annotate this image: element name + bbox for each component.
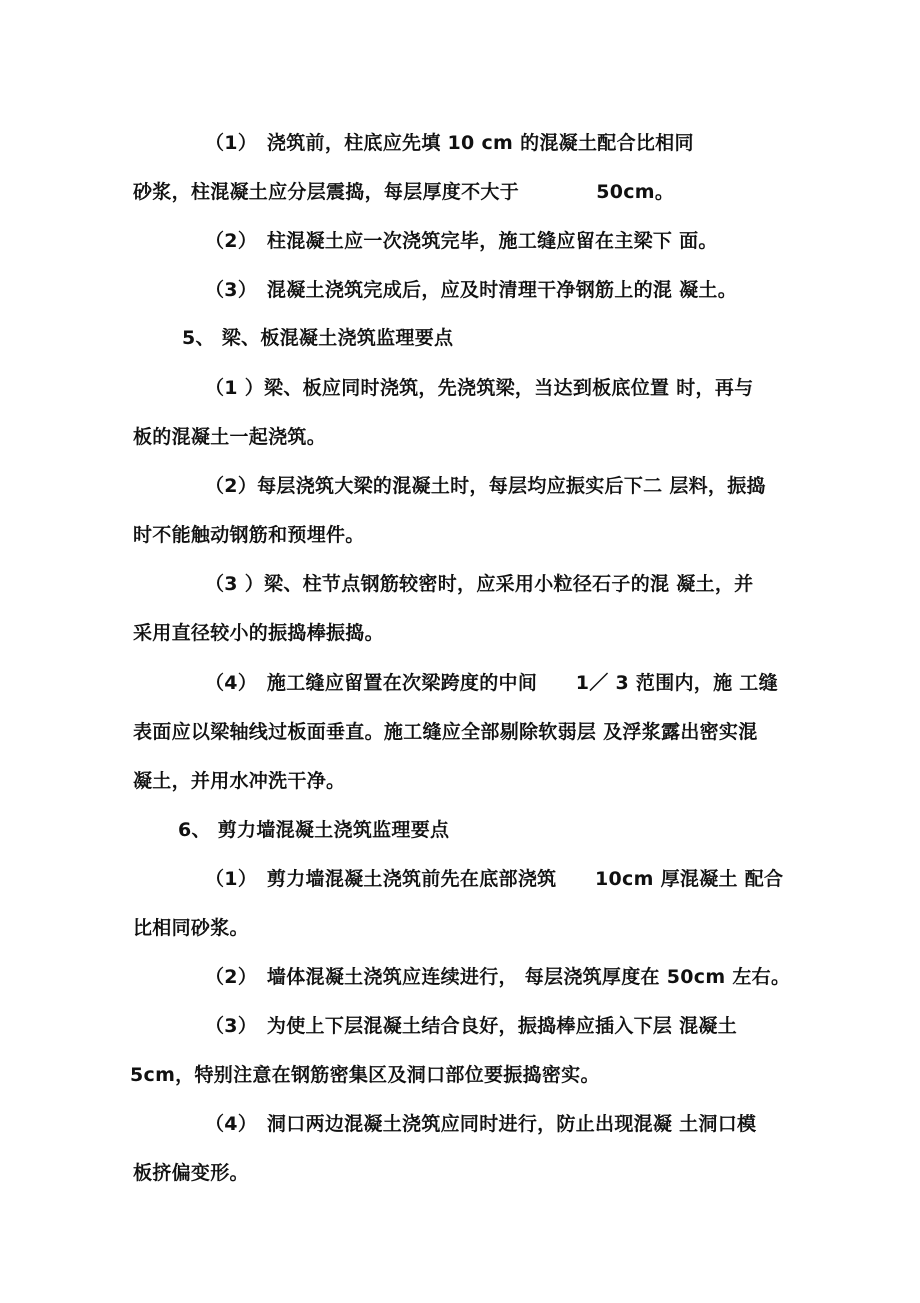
- paragraph-6-3-line-1: （3） 为使上下层混凝土结合良好，振捣棒应插入下层 混凝土: [205, 1015, 738, 1037]
- paragraph-5-4-line-1: （4） 施工缝应留置在次梁跨度的中间 1／ 3 范围内，施 工缝: [205, 672, 778, 694]
- paragraph-6-4-line-1: （4） 洞口两边混凝土浇筑应同时进行，防止出现混凝 土洞口模: [205, 1113, 757, 1135]
- paragraph-5-2-line-1: （2）每层浇筑大梁的混凝土时，每层均应振实后下二 层料，振捣: [205, 475, 766, 497]
- paragraph-4-2: （2） 柱混凝土应一次浇筑完毕，施工缝应留在主梁下 面。: [205, 230, 718, 252]
- paragraph-5-1-line-2: 板的混凝土一起浇筑。: [133, 426, 327, 448]
- paragraph-4-1-line-2: 砂浆，柱混凝土应分层震捣，每层厚度不大于 50cm。: [133, 181, 675, 203]
- section-heading-6: 6、 剪力墙混凝土浇筑监理要点: [178, 819, 450, 841]
- paragraph-5-4-line-3: 凝土，并用水冲洗干净。: [133, 770, 346, 792]
- paragraph-6-4-line-2: 板挤偏变形。: [133, 1162, 249, 1184]
- section-heading-5: 5、 梁、板混凝土浇筑监理要点: [182, 327, 454, 349]
- paragraph-6-3-line-2: 5cm，特别注意在钢筋密集区及洞口部位要振捣密实。: [130, 1064, 600, 1086]
- paragraph-6-1-line-1: （1） 剪力墙混凝土浇筑前先在底部浇筑 10cm 厚混凝土 配合: [205, 868, 784, 890]
- paragraph-4-1-line-1: （1） 浇筑前，柱底应先填 10 cm 的混凝土配合比相同: [205, 132, 694, 154]
- paragraph-5-1-line-1: （1 ）梁、板应同时浇筑，先浇筑梁，当达到板底位置 时，再与: [205, 377, 754, 399]
- paragraph-4-3: （3） 混凝土浇筑完成后，应及时清理干净钢筋上的混 凝土。: [205, 279, 738, 301]
- paragraph-5-3-line-2: 采用直径较小的振捣棒振捣。: [133, 622, 384, 644]
- paragraph-6-2: （2） 墙体混凝土浇筑应连续进行， 每层浇筑厚度在 50cm 左右。: [205, 966, 791, 988]
- paragraph-5-2-line-2: 时不能触动钢筋和预埋件。: [133, 524, 365, 546]
- paragraph-5-3-line-1: （3 ）梁、柱节点钢筋较密时，应采用小粒径石子的混 凝土，并: [205, 573, 754, 595]
- paragraph-5-4-line-2: 表面应以梁轴线过板面垂直。施工缝应全部剔除软弱层 及浮浆露出密实混: [133, 721, 758, 743]
- paragraph-6-1-line-2: 比相同砂浆。: [133, 917, 249, 939]
